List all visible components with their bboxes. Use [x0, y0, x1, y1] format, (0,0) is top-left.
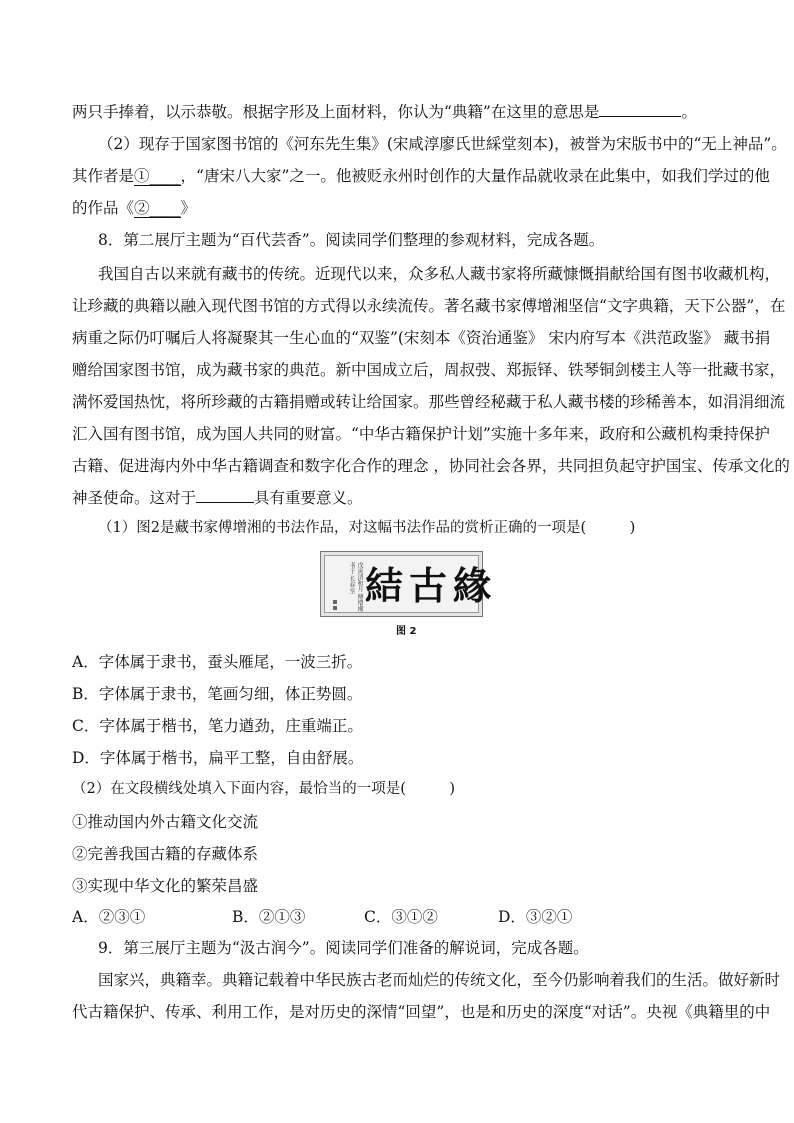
q8-para-last-line [72, 488, 722, 508]
q8-para-line: 我国自古以来就有藏书的传统。近现代以来，众多私人藏书家将所藏慷慨捐献给国有图书收藏机构， [98, 265, 781, 283]
fill-item: ③实现中华文化的繁荣昌盛 [72, 877, 259, 895]
q8-para-line: 满怀爱国热忱，将所珍藏的古籍捐赠或转让给国家。那些曾经秘藏于私人藏书楼的珍稀善本，如涓涓细流 [72, 393, 786, 411]
seal-icon [333, 606, 337, 610]
choice-option-a[interactable]: A．②③① [72, 908, 146, 926]
choice-option-c[interactable]: C．③①② [364, 908, 438, 926]
answer-blank[interactable] [599, 102, 681, 117]
figure-caption: 图 2 [396, 626, 417, 637]
calligraphy-figure [320, 551, 498, 617]
fill-item: ①推动国内外古籍文化交流 [72, 813, 259, 831]
q8-para-line: 让珍藏的典籍以融入现代图书馆的方式得以永续流传。著名藏书家傅增湘坚信“文字典籍，天下公器”，在 [72, 297, 786, 315]
answer-blank-2[interactable]: ②____ [134, 199, 181, 217]
q7-1-end-line [72, 102, 722, 122]
q8-para-text-b: 具有重要意义。 [254, 489, 363, 507]
q8-para-text-a: 神圣使命。这对于 [72, 489, 197, 507]
choice-option-b[interactable]: B．字体属于隶书，笔画匀细，体正势圆。 [72, 685, 363, 703]
choice-option-c[interactable]: C．字体属于楷书，笔力遒劲，庄重端正。 [72, 717, 363, 735]
choice-option-a[interactable]: A．字体属于隶书，蚕头雁尾，一波三折。 [72, 653, 363, 671]
q8-title: 8．第二展厅主题为“百代芸香”。阅读同学们整理的参观材料，完成各题。 [98, 231, 605, 249]
q8-sub1-question: （1）图2是藏书家傅增湘的书法作品，对这幅书法作品的赏析正确的一项是( ) [98, 520, 636, 536]
choice-option-b[interactable]: B．②①③ [232, 908, 306, 926]
calligraphy-paper [324, 555, 498, 613]
q9-title: 9．第三展厅主题为“汲古润今”。阅读同学们准备的解说词，完成各题。 [98, 939, 589, 957]
calligraphy-main-text: 結古緣 [365, 563, 498, 608]
q7-2-text-b: ，“唐宋八大家”之一。他被贬永州时创作的大量作品就收录在此集中，如我们学过的他 [180, 167, 770, 185]
q8-para-line: 赠给国家图书馆，成为藏书家的典范。新中国成立后，周叔弢、郑振铎、铁琴铜剑楼主人等一批藏书家， [72, 361, 786, 379]
choice-option-d[interactable]: D．③②① [498, 908, 573, 926]
q7-2-line2 [72, 166, 770, 186]
q8-para-line: 病重之际仍叮嘱后人将凝聚其一生心血的“双鉴”(宋刻本《资治通鉴》 宋内府写本《洪范政鉴》 藏书捐 [72, 329, 771, 347]
answer-blank-1[interactable]: ①____ [134, 167, 181, 185]
q7-2-text-d: 》 [180, 199, 197, 217]
q7-2-line3 [72, 198, 722, 218]
q7-2-text-a: 其作者是 [72, 167, 135, 185]
q9-para-line: 代古籍保护、传承、利用工作，是对历史的深情“回望”，也是和历史的深度“对话”。央视《典籍里的中 [72, 1003, 771, 1021]
q7-2-question: （2）现存于国家图书馆的《河东先生集》(宋咸淳廖氏世綵堂刻本)，被誉为宋版书中的“无上神品”。 [98, 135, 787, 153]
q7-2-text-c: 的作品《 [72, 199, 135, 217]
q8-para-line: 汇入国有图书馆，成为国人共同的财富。“中华古籍保护计划”实施十多年来，政府和公藏机构秉持保护 [72, 425, 770, 443]
choice-option-d[interactable]: D．字体属于楷书，扁平工整，自由舒展。 [72, 749, 364, 767]
q8-sub2-question: （2）在文段横线处填入下面内容，最恰当的一项是( ) [72, 781, 456, 797]
seal-icon [333, 600, 337, 604]
q7-1-text: 两只手捧着，以示恭敬。根据字形及上面材料，你认为“典籍”在这里的意思是 [72, 103, 600, 121]
answer-blank-3[interactable] [196, 488, 254, 503]
q9-para-line: 国家兴，典籍幸。典籍记载着中华民族古老而灿烂的传统文化，至今仍影响着我们的生活。做好新时 [98, 971, 781, 989]
q8-para-line: 古籍、促进海内外中华古籍调查和数字化合作的理念 ，协同社会各界，共同担负起守护国宝、传承文化的 [72, 457, 790, 475]
calligraphy-inscription: 戊寅清和月 傅增湘书于 长春室 [348, 562, 363, 612]
q7-1-period: 。 [681, 103, 697, 121]
fill-item: ②完善我国古籍的存藏体系 [72, 845, 259, 863]
